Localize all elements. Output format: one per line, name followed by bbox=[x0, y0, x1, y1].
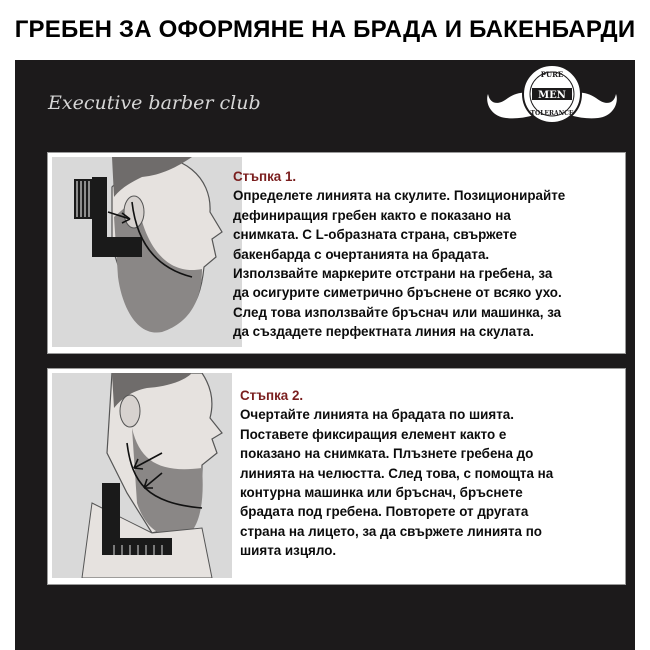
step-2-line: Очертайте линията на брадата по шията. bbox=[240, 407, 514, 423]
step-2-line: страна на лицето, за да свържете линията по bbox=[240, 523, 542, 539]
beard-comb-cheek-illustration bbox=[52, 157, 242, 347]
step-2-line: брадата под гребена. Повторете от другата bbox=[240, 504, 529, 520]
step-1-line: След това използвайте бръснач или машинка, за bbox=[233, 304, 562, 320]
logo-center-text: MEN bbox=[538, 90, 566, 101]
step-1-line: бакенбарда с очертанията на брадата. bbox=[233, 246, 490, 262]
step-1-title: Стъпка 1. bbox=[233, 169, 297, 184]
step-2-line: показано на снимката. Плъзнете гребена до bbox=[240, 446, 534, 462]
step-2-line: контурна машинка или бръснач, бръснете bbox=[240, 485, 523, 501]
step-2-line: линията на челюстта. След това, с помощта на bbox=[240, 465, 554, 481]
step-2-text bbox=[240, 386, 620, 561]
step-2-line: Поставете фиксиращия елемент както е bbox=[240, 426, 507, 442]
logo-top-text: PURE bbox=[540, 70, 564, 79]
step-1-line: Използвайте маркерите отстрани на гребена, за bbox=[233, 266, 553, 282]
step-1-line: снимката. С L-образната страна, свържете bbox=[233, 227, 517, 243]
step-1-line: Определете линията на скулите. Позиционирайте bbox=[233, 188, 566, 204]
step-1-text bbox=[233, 167, 623, 342]
club-name: Executive barber club bbox=[48, 92, 261, 114]
step-2-line: шията изцяло. bbox=[240, 543, 337, 559]
step-2-title: Стъпка 2. bbox=[240, 388, 304, 403]
step-1-line: дефиниращия гребен както е показано на bbox=[233, 207, 511, 223]
step-2-card bbox=[47, 368, 626, 585]
step-1-line: да създадете перфектната линия на скулата. bbox=[233, 324, 534, 340]
mustache-logo-icon bbox=[482, 58, 622, 138]
beard-comb-neckline-illustration bbox=[52, 373, 232, 578]
step-1-card bbox=[47, 152, 626, 354]
page-title: ГРЕБЕН ЗА ОФОРМЯНЕ НА БРАДА И БАКЕНБАРДИ bbox=[14, 16, 636, 43]
step-1-line: да осигурите симетрично бръснене от всяко ухо. bbox=[233, 285, 562, 301]
logo-bottom-text: TOLERANCE bbox=[530, 110, 574, 117]
